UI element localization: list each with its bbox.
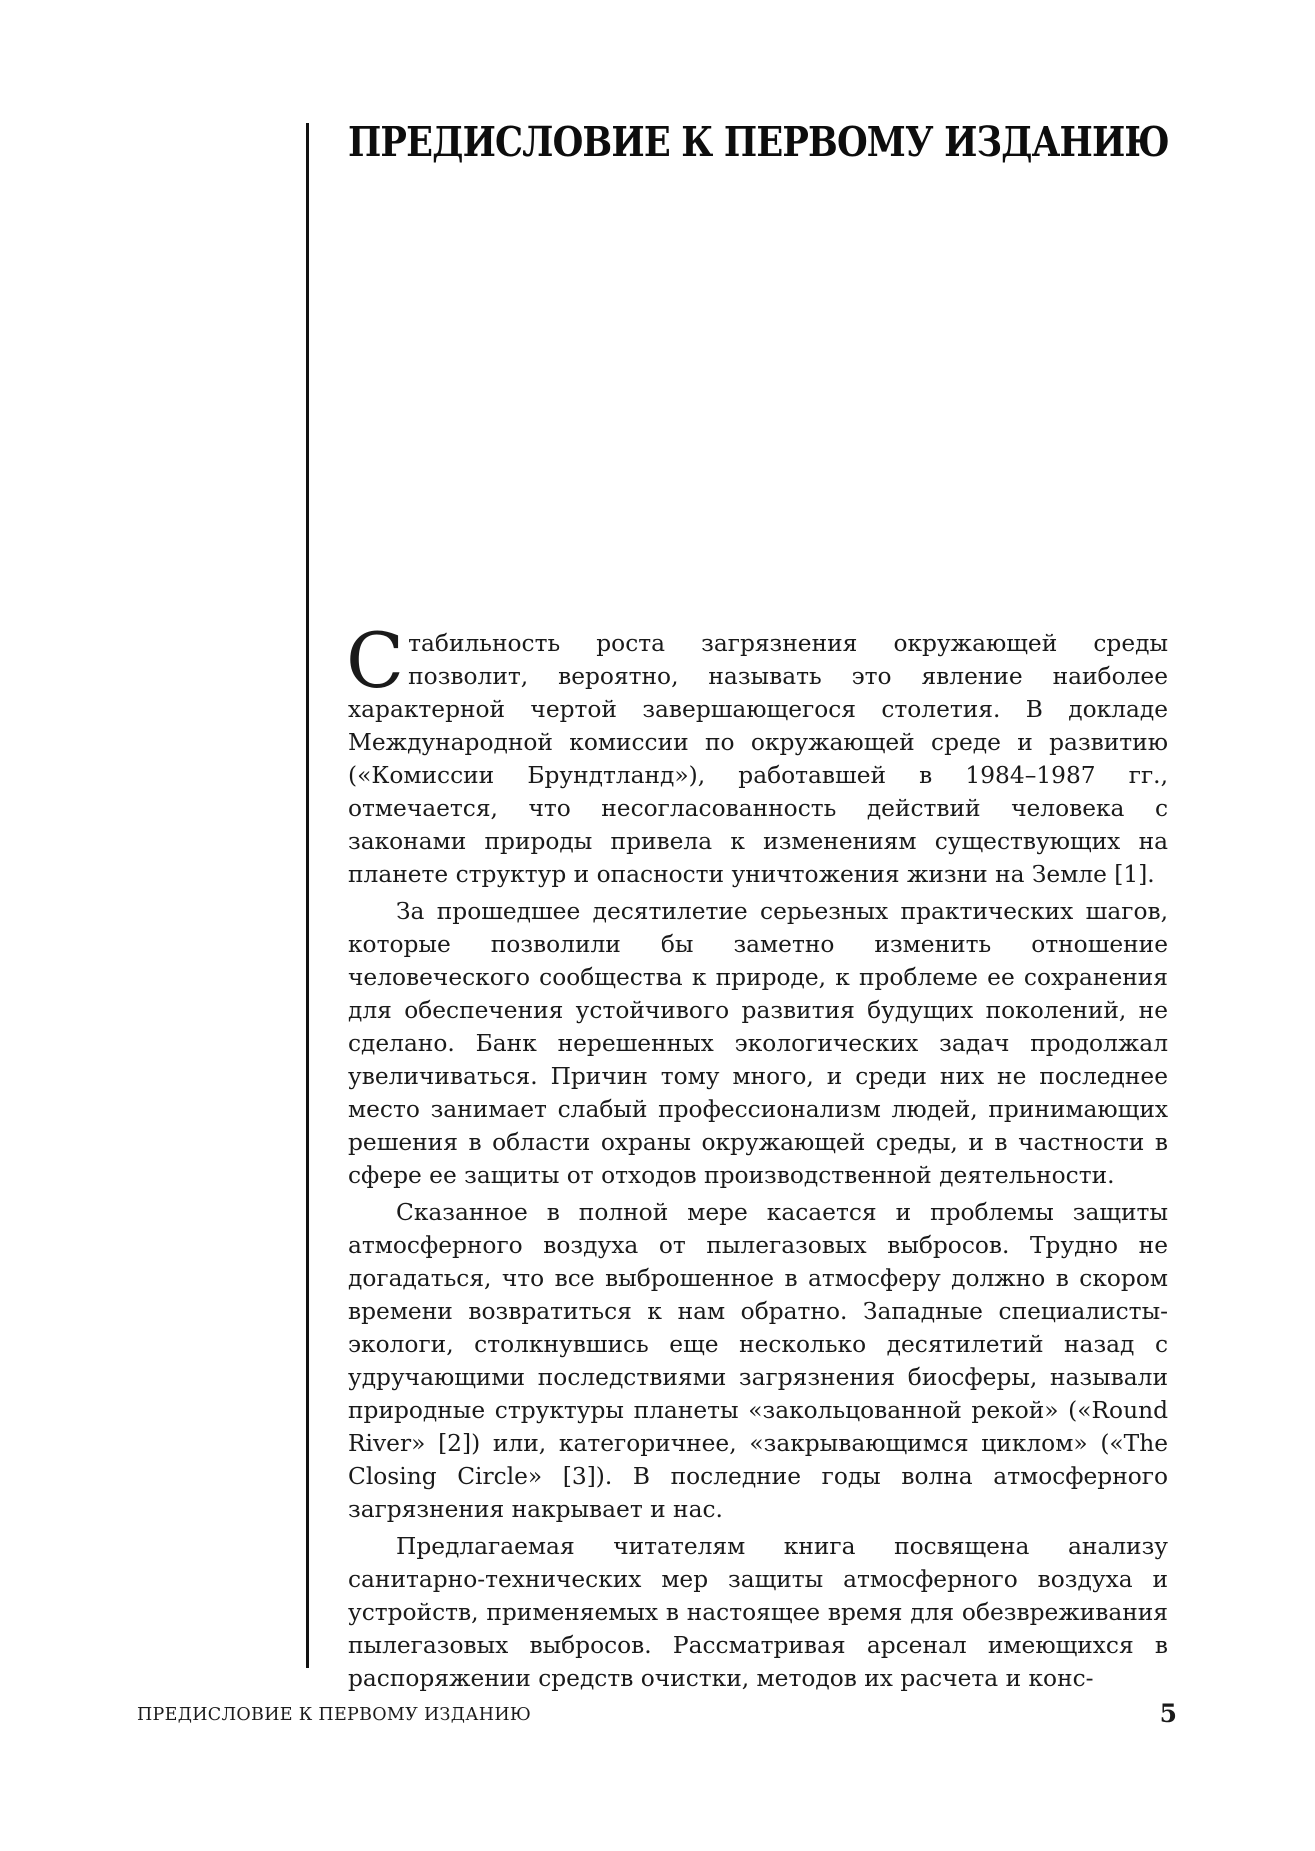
vertical-rule [306, 123, 309, 1668]
page-number: 5 [1159, 1699, 1177, 1728]
page-footer [137, 1699, 1177, 1739]
paragraph-1 [346, 616, 1168, 891]
chapter-title: ПРЕДИСЛОВИЕ К ПЕРВОМУ ИЗДАНИЮ [348, 118, 1169, 166]
paragraph-3: Сказанное в полной мере касается и проблемы защиты атмосферного воздуха от пылегазовых выбросов. Трудно не догадаться, что все выброшенное в атмосферу должно в скором времени возвратиться к нам обратно. Западные специалисты-экологи, столкнувшись еще несколько десятилетий назад с удручающими последствиями загрязнения биосферы, называли природные структуры планеты «закольцованной рекой» («Round River» [2]) или, категоричнее, «закрывающимся циклом» («The Closing Circle» [3]). В последние годы волна атмосферного загрязнения накрывает и нас. [348, 1199, 1168, 1523]
paragraph-4: Предлагаемая читателям книга посвящена анализу санитарно-технических мер защиты атмосферного воздуха и устройств, применяемых в настоящее время для обезвреживания пылегазовых выбросов. Рассматривая арсенал имеющихся в распоряжении средств очистки, методов их расчета и конс- [348, 1533, 1168, 1692]
paragraph-2: За прошедшее десятилетие серьезных практических шагов, которые позволили бы заметно изменить отношение человеческого сообщества к природе, к проблеме ее сохранения для обеспечения устойчивого развития будущих поколений, не сделано. Банк нерешенных экологических задач продолжал увеличиваться. Причин тому много, и среди них не последнее место занимает слабый профессионализм людей, принимающих решения в области охраны окружающей среды, и в частности в сфере ее защиты от отходов производственной деятельности. [348, 898, 1168, 1189]
running-head: ПРЕДИСЛОВИЕ К ПЕРВОМУ ИЗДАНИЮ [137, 1705, 532, 1725]
body-text [346, 616, 1168, 1699]
drop-cap: С [346, 616, 405, 705]
paragraph-1-text: табильность роста загрязнения окружающей среды позволит, вероятно, называть это явление наиболее характерной чертой завершающегося столетия. В докладе Международной комиссии по окружающей среде и развитию («Комиссии Брундтланд»), работавшей в 1984–1987 гг., отмечается, что несогласованность действий человека с законами природы привела к изменениям существующих на планете структур и опасности уничтожения жизни на Земле [1]. [348, 630, 1168, 888]
